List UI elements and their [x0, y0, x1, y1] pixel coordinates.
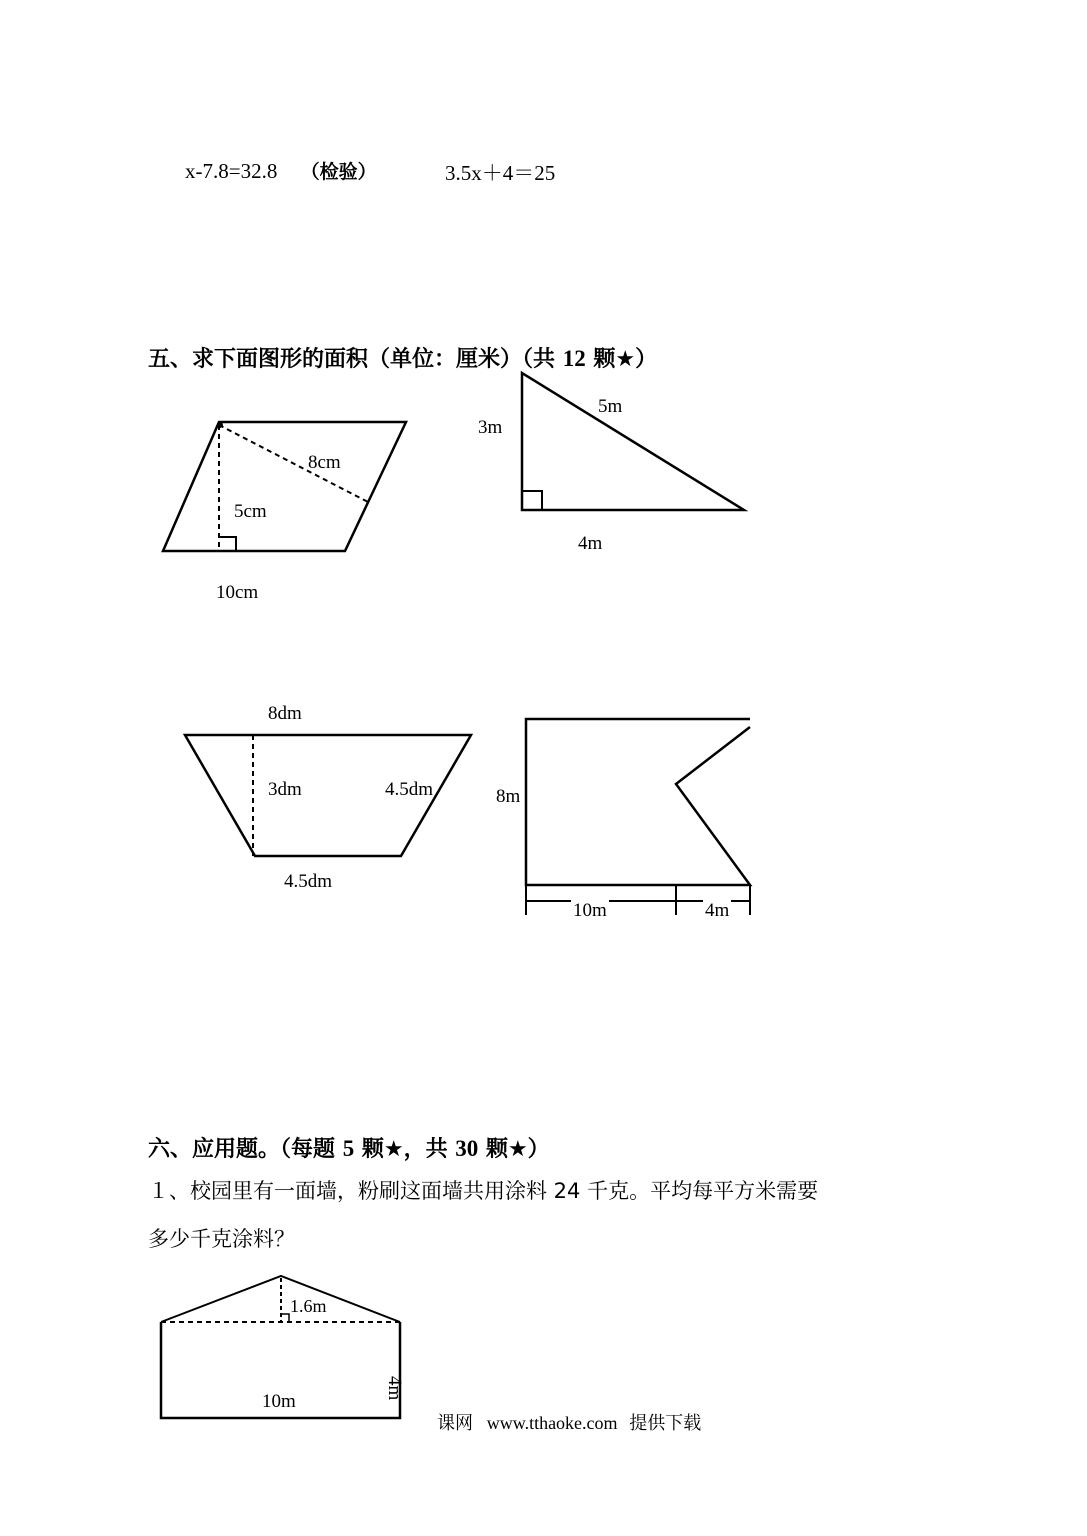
section-5-heading: 五、求下面图形的面积（单位：厘米）（共 12 颗★）: [148, 346, 658, 372]
composite-height-label: 8m: [496, 786, 521, 807]
trapezoid-top-label: 8dm: [268, 703, 302, 724]
footer-credit: 课网 www.tthaoke.com 提供下载: [437, 1413, 702, 1434]
section-6-heading: 六、应用题。（每题 5 颗★，共 30 颗★）: [148, 1136, 550, 1162]
composite-seg1-label: 10m: [573, 900, 607, 921]
triangle-bottom-label: 4m: [578, 533, 603, 554]
house-roof-right-angle: [281, 1314, 289, 1322]
parallelogram-diag-label: 8cm: [308, 452, 341, 473]
house-roof-height-label: 1.6m: [290, 1296, 327, 1316]
trapezoid-bottom-label: 4.5dm: [284, 871, 333, 892]
problem-1-line-2: 多少千克涂料？: [148, 1227, 295, 1251]
trapezoid-side-label: 4.5dm: [385, 779, 434, 800]
equation-1: x-7.8=32.8: [185, 159, 278, 183]
problem-1-line-1: １、校园里有一面墙，粉刷这面墙共用涂料 24 千克。平均每平方米需要: [148, 1179, 819, 1203]
composite-seg2-label: 4m: [705, 900, 730, 921]
triangle-left-label: 3m: [478, 417, 503, 438]
equation-2: 3.5x＋4＝25: [445, 161, 556, 185]
trapezoid-height-label: 3dm: [268, 779, 302, 800]
parallelogram-base-label: 10cm: [216, 582, 259, 603]
footer-url[interactable]: www.tthaoke.com: [486, 1413, 618, 1433]
triangle-hyp-label: 5m: [598, 396, 623, 417]
house-width-label: 10m: [262, 1391, 296, 1412]
equation-1-note: （检验）: [300, 161, 377, 183]
house-wall-height-label: 4m: [384, 1376, 405, 1401]
parallelogram-height-label: 5cm: [234, 501, 267, 522]
